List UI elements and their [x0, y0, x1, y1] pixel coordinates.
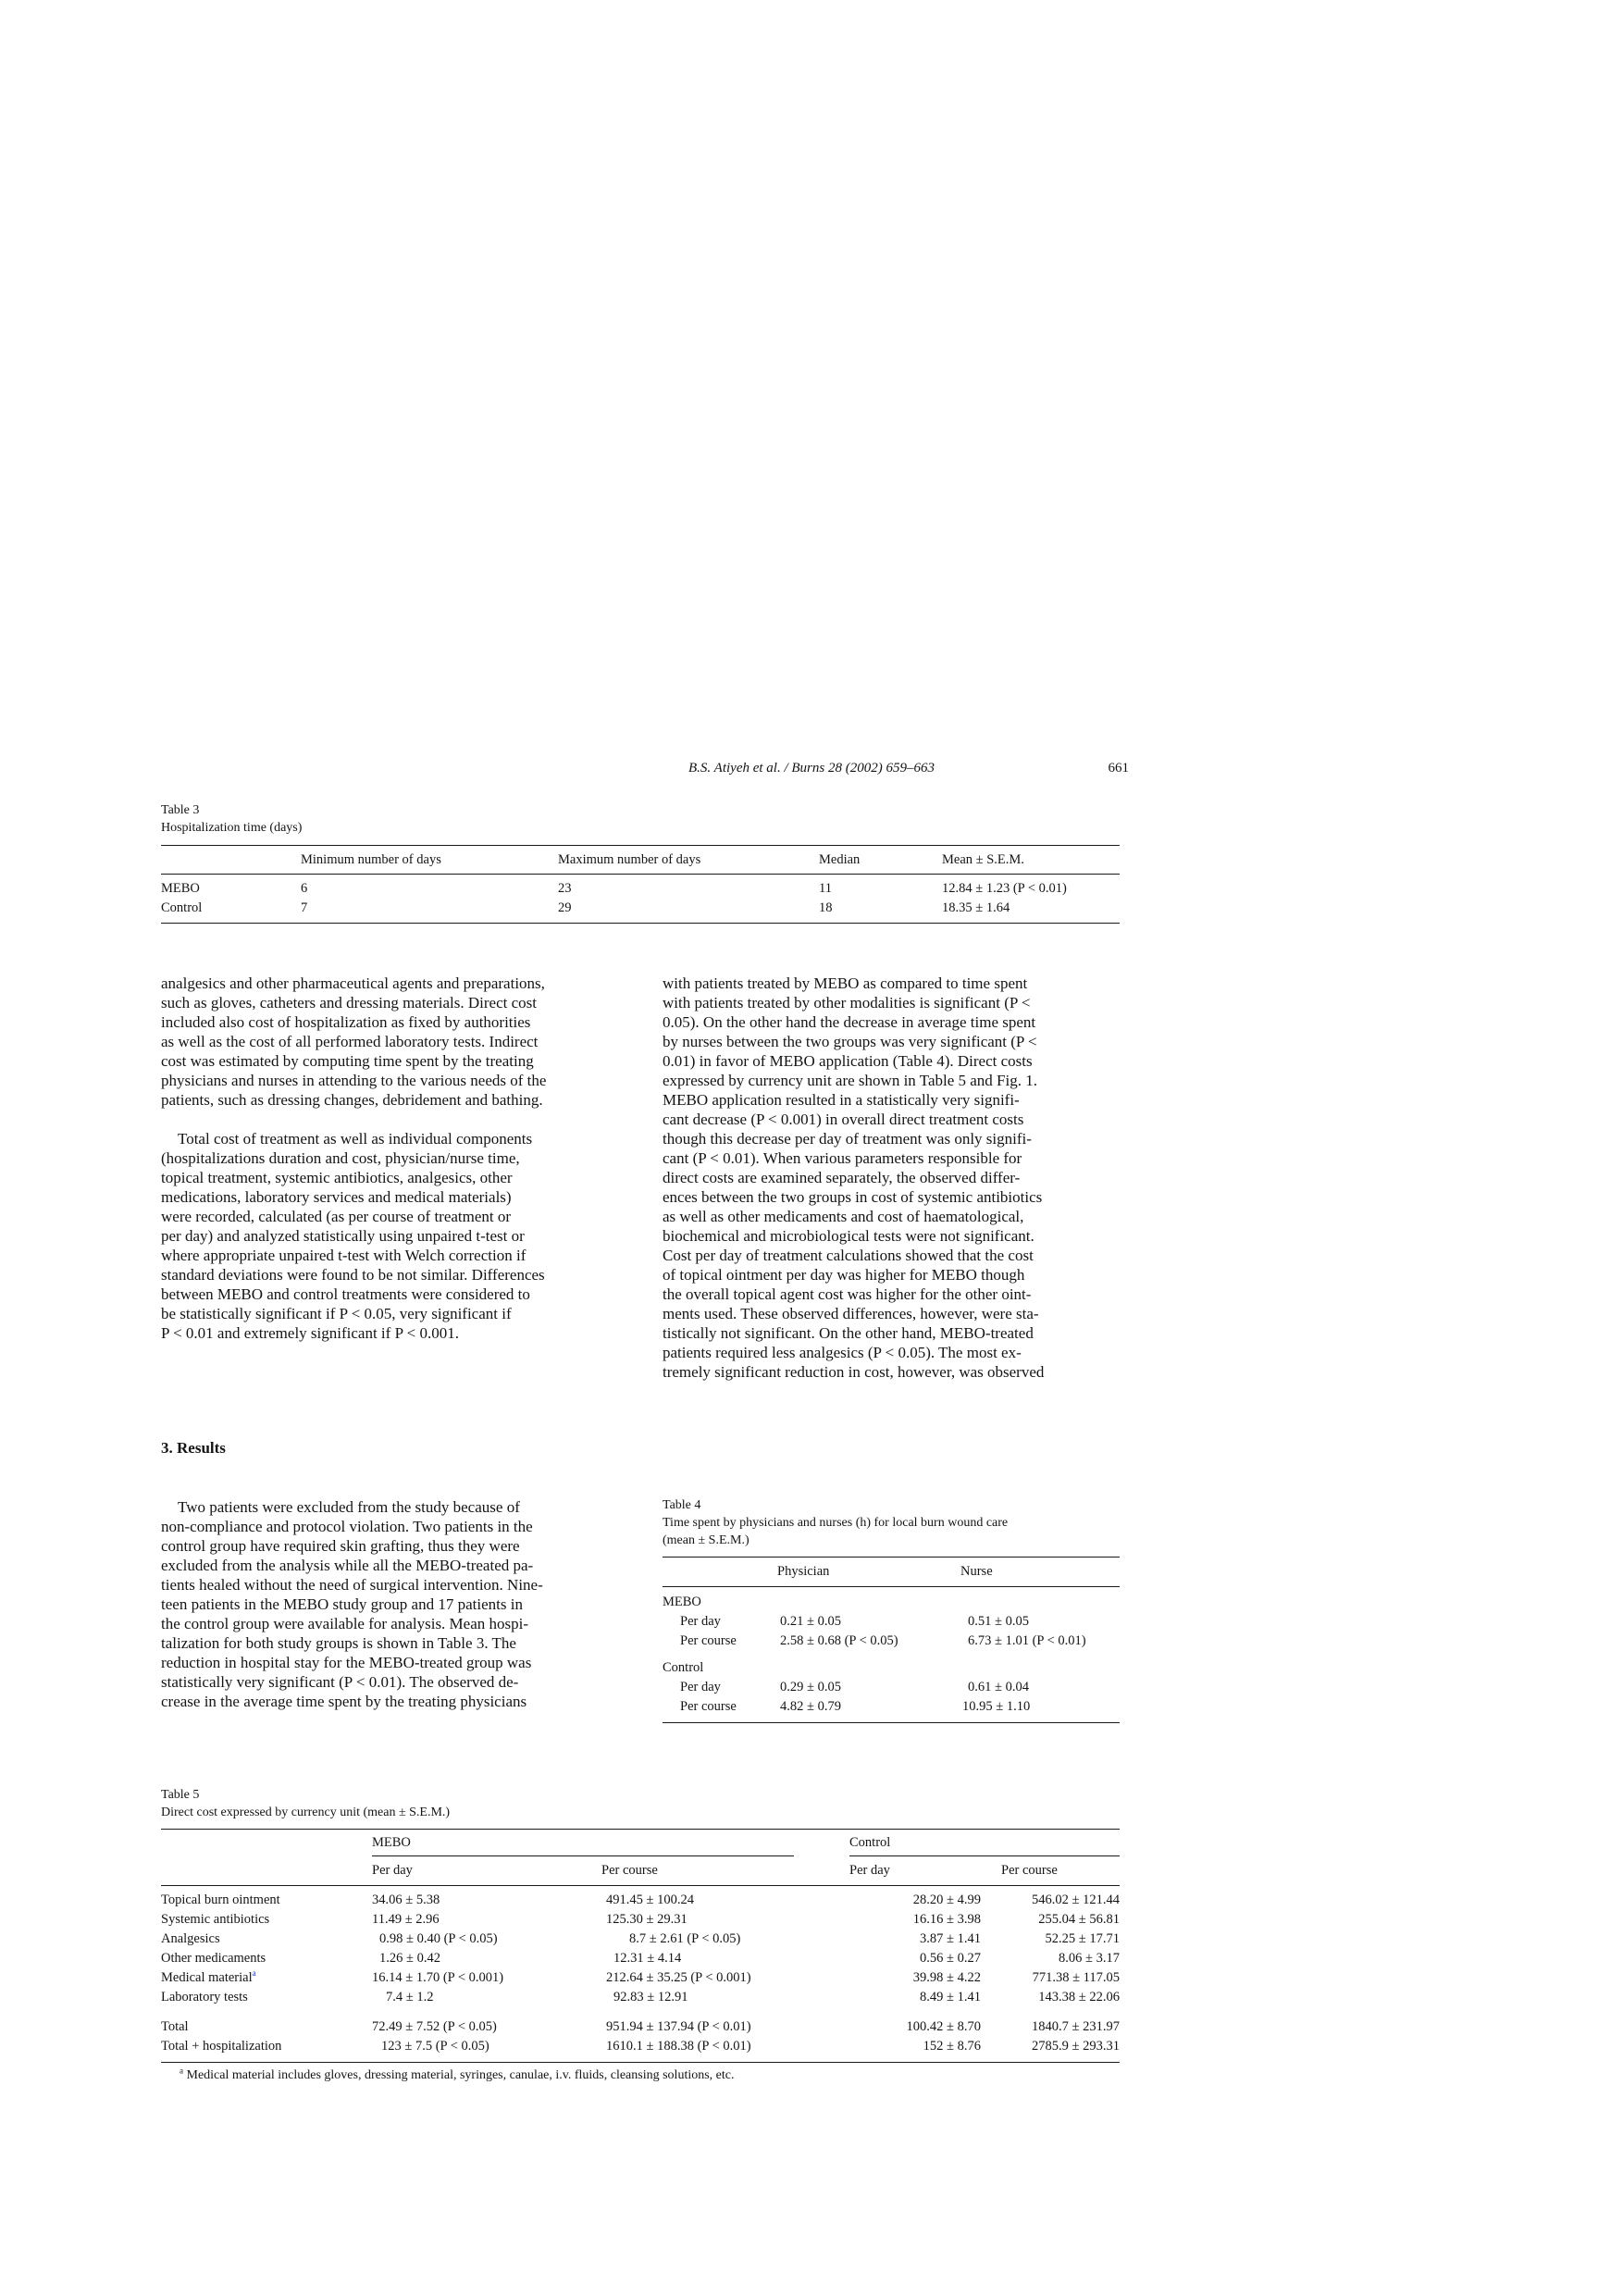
- table-cell: 0.98 ± 0.40 (P < 0.05): [379, 1931, 498, 1946]
- table-4-top-rule: [663, 1557, 1120, 1558]
- table-5-group-mebo: MEBO: [372, 1835, 411, 1850]
- table-5-header-rule: [161, 1885, 1120, 1886]
- table-cell: 123 ± 7.5 (P < 0.05): [381, 2039, 489, 2054]
- table-row-label: Other medicaments: [161, 1951, 266, 1966]
- table-cell: 255.04 ± 56.81: [1038, 1912, 1120, 1927]
- table-cell: 34.06 ± 5.38: [372, 1893, 440, 1907]
- table-cell: 52.25 ± 17.71: [1045, 1931, 1120, 1946]
- table-row-label: Topical burn ointment: [161, 1893, 280, 1907]
- table-5-col-control-day: Per day: [849, 1863, 890, 1878]
- table-5-col-mebo-day: Per day: [372, 1863, 413, 1878]
- table-3-bottom-rule: [161, 923, 1120, 924]
- table-cell: 8.06 ± 3.17: [1059, 1951, 1120, 1966]
- page-number: 661: [1108, 761, 1129, 776]
- table-3-col-mean: Mean ± S.E.M.: [942, 852, 1024, 867]
- table-cell: 11.49 ± 2.96: [372, 1912, 440, 1927]
- table-row-label: Control: [161, 900, 203, 915]
- table-cell: 23: [558, 881, 572, 896]
- table-5-footnote: [180, 2068, 735, 2083]
- table-cell: 143.38 ± 22.06: [1038, 1990, 1120, 2004]
- table-cell: 7.4 ± 1.2: [386, 1990, 434, 2004]
- table-cell: 0.51 ± 0.05: [968, 1614, 1029, 1629]
- table-cell: 29: [558, 900, 572, 915]
- table-5-label: Table 5: [161, 1788, 200, 1802]
- footnote-marker: a: [180, 2066, 183, 2076]
- table-cell: 0.61 ± 0.04: [968, 1680, 1029, 1694]
- table-cell: 491.45 ± 100.24: [606, 1893, 694, 1907]
- table-cell: 8.7 ± 2.61 (P < 0.05): [629, 1931, 741, 1946]
- table-row-label: Laboratory tests: [161, 1990, 248, 2004]
- table-cell: 100.42 ± 8.70: [906, 2019, 981, 2034]
- table-row-label: Systemic antibiotics: [161, 1912, 270, 1927]
- table-5-title: Direct cost expressed by currency unit (mean ± S.E.M.): [161, 1806, 451, 1819]
- table-4-title-2: (mean ± S.E.M.): [663, 1533, 750, 1547]
- table-cell: 7: [301, 900, 308, 915]
- table-row-label: Total + hospitalization: [161, 2039, 282, 2054]
- footnote-marker: a: [252, 1968, 256, 1979]
- table-cell: 4.82 ± 0.79: [780, 1699, 841, 1714]
- row-name: Medical material: [161, 1970, 253, 1985]
- table-3-header-rule: [161, 874, 1120, 875]
- table-cell: 0.21 ± 0.05: [780, 1614, 841, 1629]
- table-row-label: Per day: [680, 1614, 721, 1629]
- table-row-label: MEBO: [161, 881, 200, 896]
- table-row-label: Per course: [680, 1699, 737, 1714]
- table-row-label: Per day: [680, 1680, 721, 1694]
- table-group-label: Control: [663, 1660, 704, 1675]
- table-cell: 212.64 ± 35.25 (P < 0.001): [606, 1970, 751, 1985]
- table-4-title: Time spent by physicians and nurses (h) for local burn wound care: [663, 1516, 1009, 1530]
- table-cell: 12.84 ± 1.23 (P < 0.01): [942, 881, 1067, 896]
- table-cell: 28.20 ± 4.99: [912, 1893, 981, 1907]
- table-cell: 8.49 ± 1.41: [920, 1990, 981, 2004]
- table-cell: 18: [819, 900, 833, 915]
- table-cell: 6.73 ± 1.01 (P < 0.01): [968, 1633, 1086, 1648]
- table-5-mebo-span-rule: [372, 1855, 794, 1856]
- right-column-para-1: with patients treated by MEBO as compared to time spent with patients treated by other modalities is significant (P < 0.05). On the other hand the decrease in average time spent by nurses between the two groups was very significant (P < 0.01) in favor of MEBO application (Table 4). Direct costs expressed by currency unit are shown in Table 5 and Fig. 1. MEBO application resulted in a statistically very signifi- cant decrease (P < 0.001) in overall direct treatment costs though this decrease per day of treatment was only signifi- cant (P < 0.01). When various parameters responsible for direct costs are examined separately, the observed differ- ences between the two groups in cost of systemic antibiotics as well as other medicaments and cost of haematological, biochemical and microbiological tests were not significant. Cost per day of treatment calculations showed that the cost of topical ointment per day was higher for MEBO though the overall topical agent cost was higher for the other oint- ments used. These observed differences, however, were sta- tistically not significant. On the other hand, MEBO-treated patients required less analgesics (P < 0.05). The most ex- tremely significant reduction in cost, however, was observed: [663, 974, 1045, 1381]
- table-5-bottom-rule: [161, 2062, 1120, 2063]
- table-3-col-median: Median: [819, 852, 861, 867]
- table-cell: 16.16 ± 3.98: [912, 1912, 981, 1927]
- table-3-title: Hospitalization time (days): [161, 821, 303, 835]
- footnote-text: Medical material includes gloves, dressing material, syringes, canulae, i.v. fluids, cleansing solutions, etc.: [186, 2068, 735, 2082]
- left-column-para-2: Total cost of treatment as well as individual components (hospitalizations duration and cost, physician/nurse time, topical treatment, systemic antibiotics, analgesics, other medications, laboratory services and medical materials) were recorded, calculated (as per course of treatment or per day) and analyzed statistically using unpaired t-test or where appropriate unpaired t-test with Welch correction if standard deviations were found to be not similar. Differences between MEBO and control treatments were considered to be statistically significant if P < 0.05, very significant if P < 0.01 and extremely significant if P < 0.001.: [161, 1130, 545, 1342]
- table-cell: 18.35 ± 1.64: [942, 900, 1010, 915]
- table-cell: 92.83 ± 12.91: [613, 1990, 688, 2004]
- table-cell: 951.94 ± 137.94 (P < 0.01): [606, 2019, 751, 2034]
- left-column-para-1: analgesics and other pharmaceutical agents and preparations, such as gloves, catheters and dressing materials. Direct cost included also cost of hospitalization as fixed by authorities as well as the cost of all performed laboratory tests. Indirect cost was estimated by computing time spent by the treating physicians and nurses in attending to the various needs of the patients, such as dressing changes, debridement and bathing.: [161, 974, 547, 1109]
- table-cell: 10.95 ± 1.10: [962, 1699, 1031, 1714]
- table-cell: 3.87 ± 1.41: [920, 1931, 981, 1946]
- table-cell: 0.29 ± 0.05: [780, 1680, 841, 1694]
- table-cell: 39.98 ± 4.22: [912, 1970, 981, 1985]
- table-3-col-min: Minimum number of days: [301, 852, 441, 867]
- table-5-col-control-course: Per course: [1001, 1863, 1058, 1878]
- table-row-label: Analgesics: [161, 1931, 220, 1946]
- table-cell: 771.38 ± 117.05: [1032, 1970, 1120, 1985]
- table-3-col-max: Maximum number of days: [558, 852, 701, 867]
- table-3-top-rule: [161, 845, 1120, 846]
- table-cell: 1840.7 ± 231.97: [1032, 2019, 1120, 2034]
- table-row-label: Per course: [680, 1633, 737, 1648]
- table-cell: 1.26 ± 0.42: [379, 1951, 440, 1966]
- table-row-label: [161, 1969, 256, 1986]
- table-group-label: MEBO: [663, 1595, 701, 1609]
- running-header: B.S. Atiyeh et al. / Burns 28 (2002) 659–663: [688, 761, 935, 776]
- section-heading-results: 3. Results: [161, 1439, 226, 1457]
- table-3-label: Table 3: [161, 803, 200, 817]
- table-cell: 12.31 ± 4.14: [613, 1951, 682, 1966]
- table-cell: 546.02 ± 121.44: [1032, 1893, 1120, 1907]
- left-column-para-3: Two patients were excluded from the study because of non-compliance and protocol violation. Two patients in the control group have required skin grafting, thus they were excluded from the analysis while all the MEBO-treated pa- tients healed without the need of surgical intervention. Nine- teen patients in the MEBO study group and 17 patients in the control group were available for analysis. Mean hospi- talization for both study groups is shown in Table 3. The reduction in hospital stay for the MEBO-treated group was statistically very significant (P < 0.01). The observed de- crease in the average time spent by the treating physicians: [161, 1498, 543, 1710]
- table-cell: 2785.9 ± 293.31: [1032, 2039, 1120, 2054]
- table-4-label: Table 4: [663, 1498, 701, 1512]
- table-4-header-rule: [663, 1586, 1120, 1587]
- table-5-control-span-rule: [849, 1855, 1120, 1856]
- table-5-top-rule: [161, 1829, 1120, 1830]
- table-4-bottom-rule: [663, 1722, 1120, 1723]
- table-cell: 1610.1 ± 188.38 (P < 0.01): [606, 2039, 751, 2054]
- table-cell: 16.14 ± 1.70 (P < 0.001): [372, 1970, 504, 1985]
- table-row-label: Total: [161, 2019, 189, 2034]
- table-5-group-control: Control: [849, 1835, 891, 1850]
- table-cell: 6: [301, 881, 308, 896]
- table-cell: 152 ± 8.76: [923, 2039, 981, 2054]
- table-cell: 0.56 ± 0.27: [920, 1951, 981, 1966]
- table-cell: 2.58 ± 0.68 (P < 0.05): [780, 1633, 898, 1648]
- table-4-col-nurse: Nurse: [960, 1564, 993, 1579]
- table-cell: 11: [819, 881, 832, 896]
- table-4-col-physician: Physician: [777, 1564, 830, 1579]
- table-5-col-mebo-course: Per course: [601, 1863, 658, 1878]
- table-cell: 125.30 ± 29.31: [606, 1912, 688, 1927]
- table-cell: 72.49 ± 7.52 (P < 0.05): [372, 2019, 497, 2034]
